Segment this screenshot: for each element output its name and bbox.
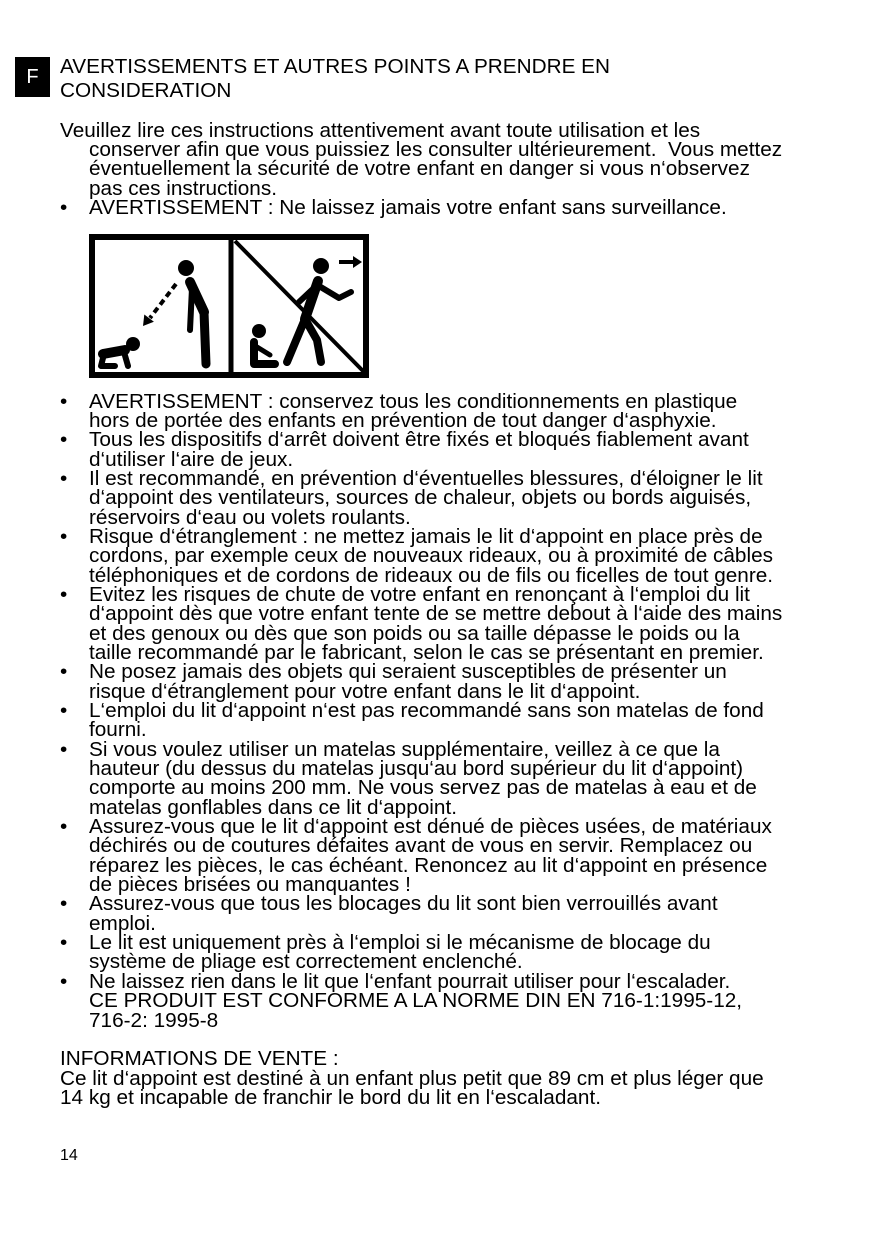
intro-line: pas ces instructions. — [89, 176, 277, 200]
bullet-item — [60, 582, 783, 664]
intro-block — [60, 118, 783, 219]
bullet-line: Assurez-vous que tous les blocages du lit sont bien verrouillés avant — [89, 892, 718, 916]
bullet-icon: • — [60, 660, 68, 684]
baby-arm — [124, 352, 128, 366]
bullet-line: L‘emploi du lit d‘appoint n‘est pas recommandé sans son matelas de fond — [89, 699, 764, 722]
bullet-line: Il est recommandé, en prévention d‘éventuelles blessures, d‘éloigner le lit — [89, 466, 763, 490]
bullet-line: Si vous voulez utiliser un matelas supplémentaire, veillez à ce que la — [89, 737, 720, 761]
bullet-item — [60, 969, 782, 1032]
bullet-item — [60, 815, 782, 897]
bullet-icon: • — [60, 524, 68, 548]
bullet-line: réservoirs d‘eau ou volets roulants. — [89, 505, 411, 529]
bullet-line: Tous les dispositifs d‘arrêt doivent être fixés et bloqués fiablement avant — [89, 428, 749, 452]
bullet-item — [60, 466, 782, 529]
bullet-item — [60, 894, 782, 933]
adult-legs — [204, 312, 206, 364]
bullet-icon: • — [60, 466, 68, 490]
bullet-line: Ne posez jamais des objets qui seraient susceptibles de présenter un — [89, 660, 727, 684]
conformity-line: 716-2: 1995-8 — [89, 1008, 219, 1032]
intro-line: éventuellement la sécurité de votre enfant en danger si vous n‘observez — [89, 157, 750, 181]
intro-line: conserver afin que vous puissiez les consulter ultérieurement. Vous mettez — [89, 137, 783, 161]
page-number: 14 — [60, 1147, 78, 1164]
bullet-item — [60, 389, 782, 432]
bullet-item — [60, 524, 782, 587]
bullet-icon: • — [60, 389, 68, 413]
bullet-line: AVERTISSEMENT : Ne laissez jamais votre enfant sans surveillance. — [89, 195, 727, 219]
bullet-line: Evitez les risques de chute de votre enfant en renonçant à l‘emploi du lit — [89, 582, 750, 606]
section-heading — [60, 55, 610, 103]
heading-line: CONSIDERATION — [60, 79, 232, 102]
bullet-line: comporte au moins 200 mm. Ne vous servez pas de matelas à eau et de — [89, 776, 757, 800]
sales-info-line: 14 kg et incapable de franchir le bord du lit en l‘escaladant. — [60, 1085, 601, 1109]
bullet-item — [60, 701, 782, 740]
bullet-icon: • — [60, 582, 68, 606]
bullet-line: système de pliage est correctement enclenché. — [89, 950, 523, 974]
bullet-line: AVERTISSEMENT : conservez tous les conditionnements en plastique — [89, 389, 738, 413]
bullet-line: déchirés ou de coutures défaites avant de vous en servir. Remplacez ou — [89, 834, 753, 858]
bullet-line: hors de portée des enfants en prévention de tout danger d‘asphyxie. — [89, 408, 717, 432]
bullet-line: réparez les pièces, le cas échéant. Renoncez au lit d‘appoint en présence — [89, 853, 768, 877]
bullet-line: fourni. — [89, 718, 147, 742]
bullet-item — [60, 737, 782, 819]
intro-line: Veuillez lire ces instructions attentivement avant toute utilisation et les — [60, 118, 701, 142]
language-badge — [15, 57, 50, 97]
bullet-icon: • — [60, 195, 68, 219]
bullet-line: risque d‘étranglement pour votre enfant dans le lit d‘appoint. — [89, 679, 641, 703]
bullet-item — [60, 430, 782, 469]
bullet-line: d‘appoint dès que votre enfant tente de se mettre debout à l‘aide des mains — [89, 602, 783, 626]
bullet-line: et des genoux ou dès que son poids ou sa taille dépasse le poids ou la — [89, 621, 740, 645]
child-head — [252, 324, 266, 338]
bullet-icon: • — [60, 931, 68, 955]
warnings-list — [60, 389, 783, 1109]
sales-info — [60, 1049, 782, 1107]
bullet-line: Le lit est uniquement près à l‘emploi si le mécanisme de blocage du — [89, 931, 711, 955]
conformity-line: CE PRODUIT EST CONFORME A LA NORME DIN EN 716-1:1995-12, — [89, 989, 743, 1013]
adult-head — [178, 260, 194, 276]
language-badge-label: F — [26, 65, 39, 88]
walking-adult-head — [313, 258, 329, 274]
heading-line: AVERTISSEMENTS ET AUTRES POINTS A PRENDRE EN — [60, 55, 611, 78]
bullet-icon: • — [60, 737, 68, 761]
bullet-line: matelas gonflables dans ce lit d‘appoint. — [89, 795, 457, 819]
sales-info-title: INFORMATIONS DE VENTE : — [60, 1047, 339, 1071]
bullet-line: Assurez-vous que le lit d‘appoint est dénué de pièces usées, de matériaux — [89, 815, 772, 839]
bullet-line: téléphoniques et de cordons de rideaux ou de fils ou ficelles de tout genre. — [89, 563, 774, 587]
bullet-item — [60, 933, 782, 972]
bullet-line: d‘utiliser l‘aire de jeux. — [89, 447, 294, 471]
bullet-line: Ne laissez rien dans le lit que l‘enfant pourrait utiliser pour l‘escalader. — [89, 969, 731, 993]
bullet-icon: • — [60, 428, 68, 452]
bullet-line: d‘appoint des ventilateurs, sources de chaleur, objets ou bords aiguisés, — [89, 486, 752, 510]
sales-info-line: Ce lit d‘appoint est destiné à un enfant plus petit que 89 cm et plus léger que — [60, 1066, 764, 1090]
bullet-icon: • — [60, 815, 68, 839]
bullet-line: hauteur (du dessus du matelas jusqu‘au bord supérieur du lit d‘appoint) — [89, 757, 744, 781]
bullet-line: taille recommandé par le fabricant, selon le cas se présentant en premier. — [89, 640, 764, 664]
bullet-line: Risque d‘étranglement : ne mettez jamais le lit d‘appoint en place près de — [89, 524, 763, 548]
bullet-icon: • — [60, 699, 68, 722]
bullet-line: emploi. — [89, 911, 156, 935]
bullet-line: cordons, par exemple ceux de nouveaux rideaux, ou à proximité de câbles — [89, 544, 774, 568]
adult-arm — [190, 288, 192, 330]
bullet-line: de pièces brisées ou manquantes ! — [89, 873, 411, 897]
supervision-pictogram-icon — [89, 234, 369, 378]
bullet-icon: • — [60, 969, 68, 993]
bullet-icon: • — [60, 892, 68, 916]
bullet-item-supervision-warning — [60, 195, 782, 219]
bullet-item — [60, 662, 782, 701]
